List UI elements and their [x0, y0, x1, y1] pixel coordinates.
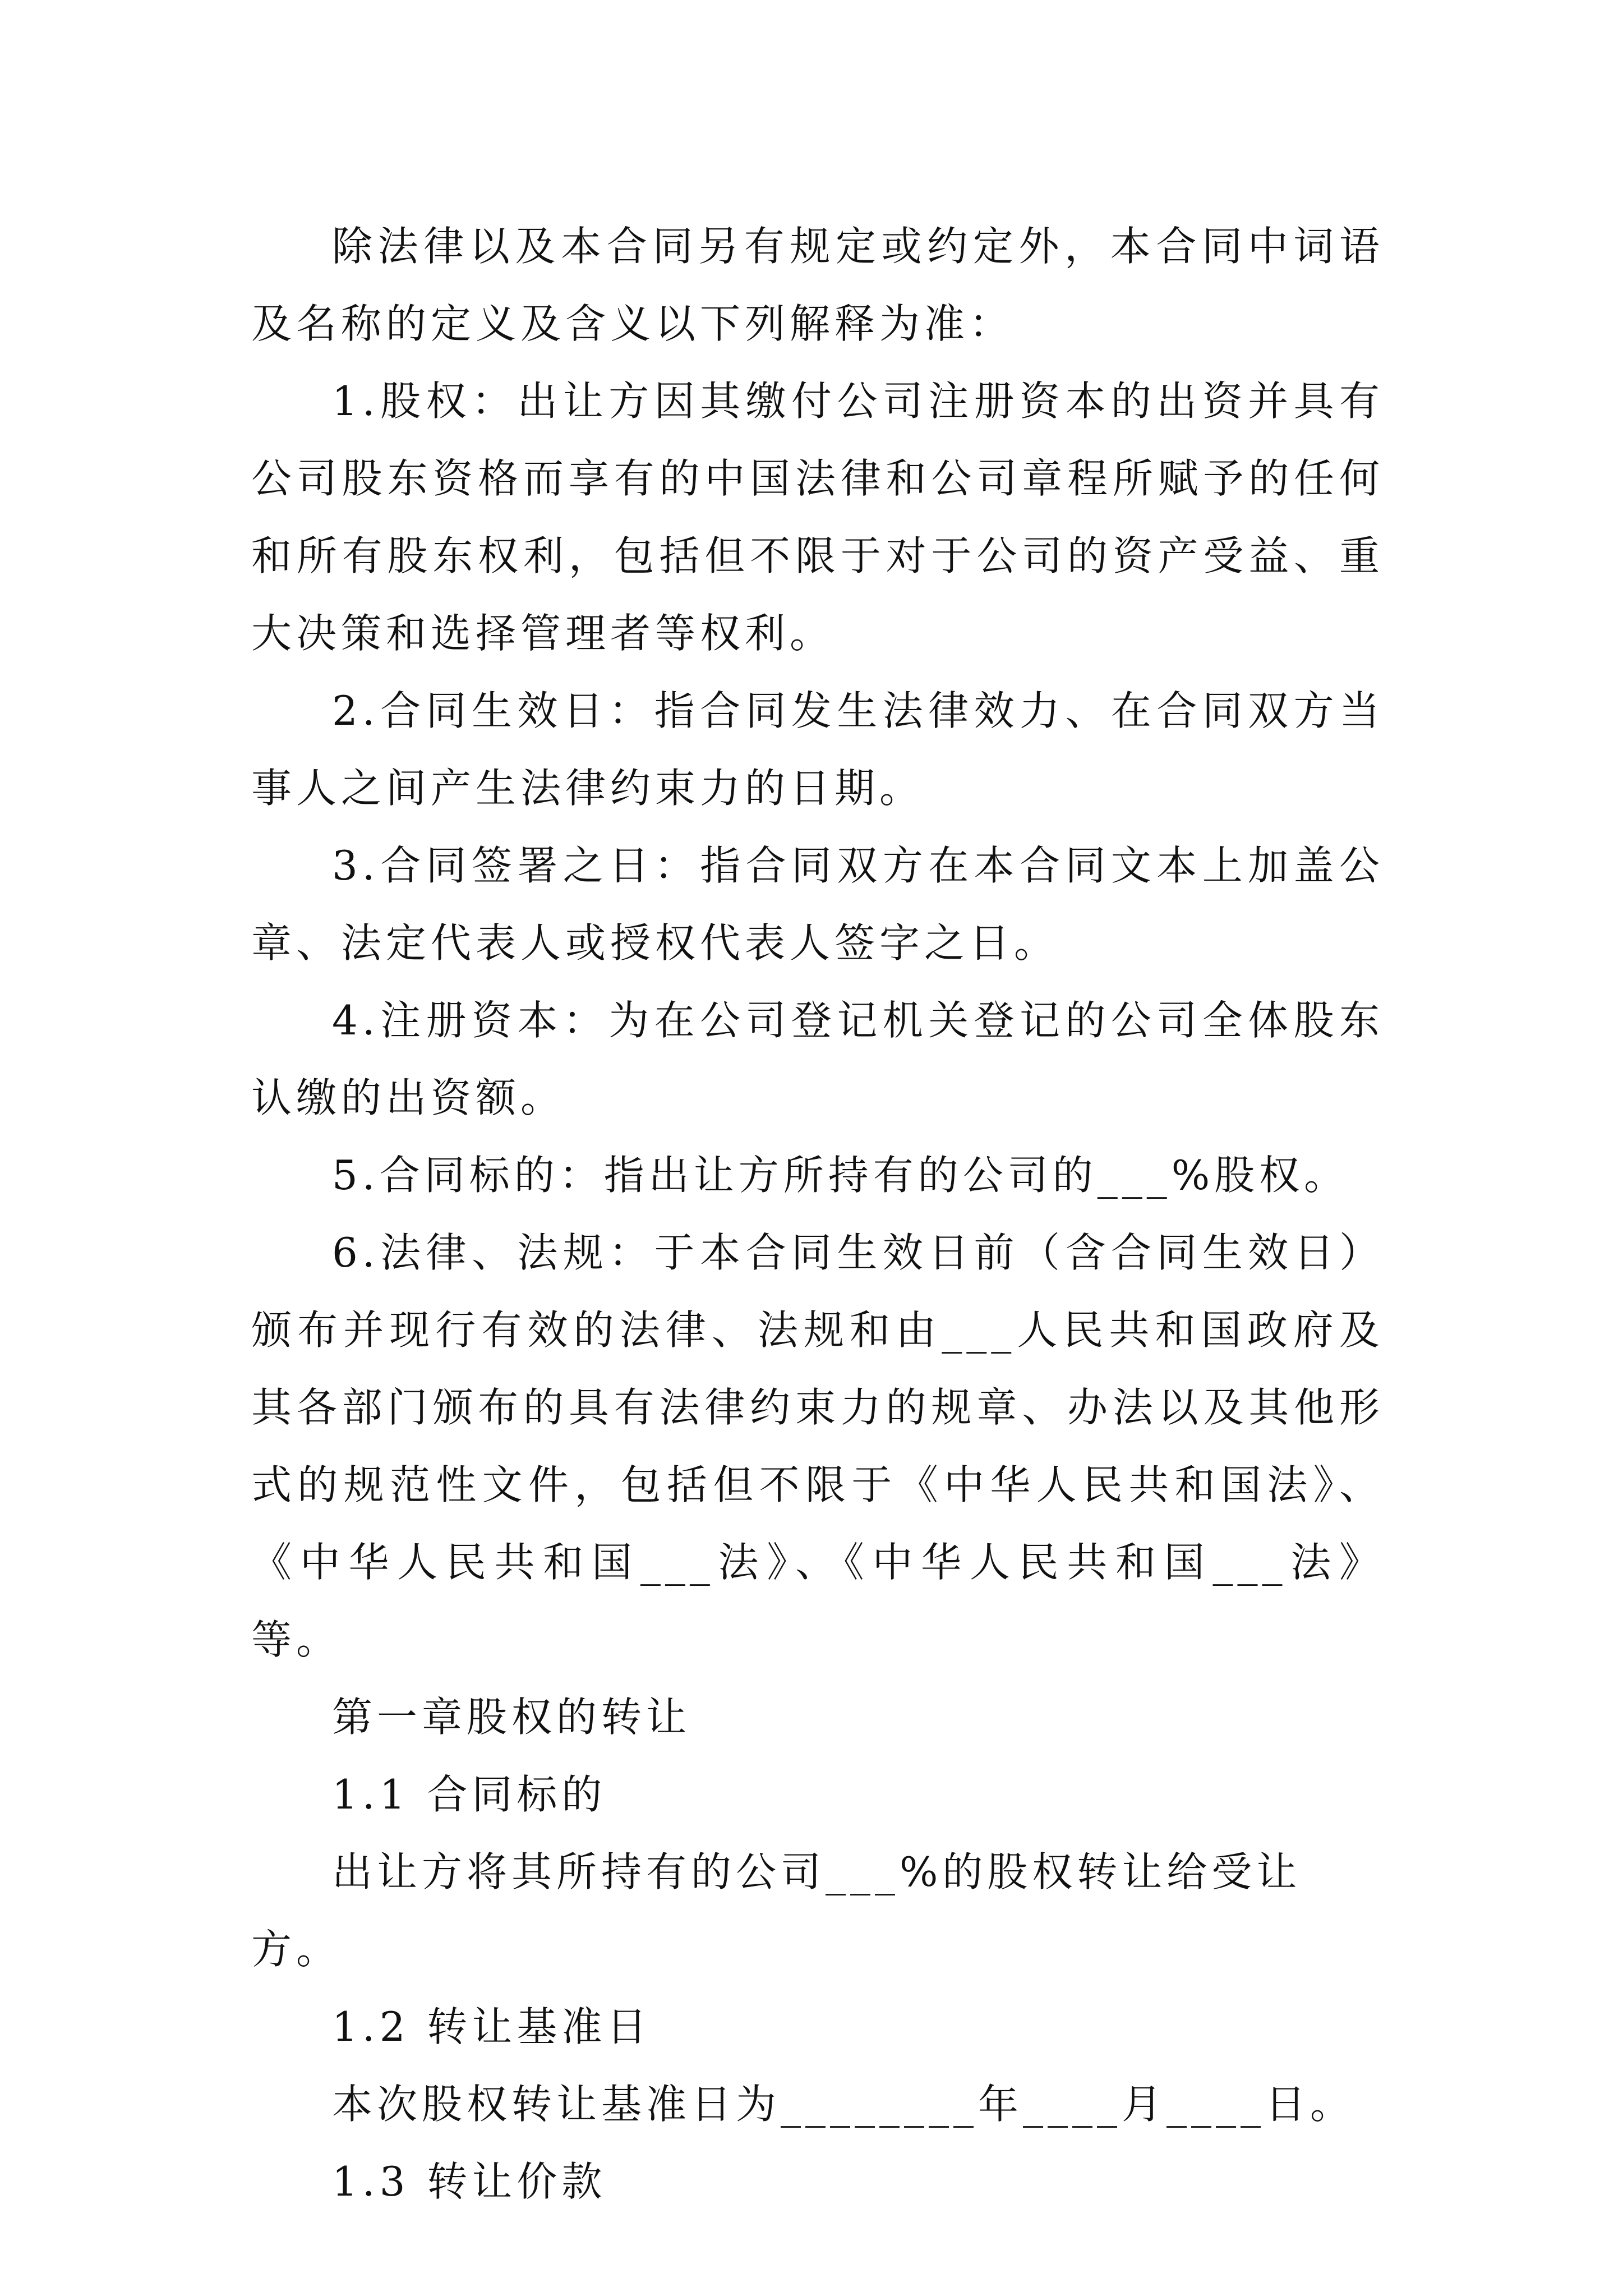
definition-laws-regulations: 6.法律、法规：于本合同生效日前（含合同生效日）颁布并现行有效的法律、法规和由___人民共和国政府及其各部门颁布的具有法律约束力的规章、办法以及其他形式的规范性文件，包括但不限于《中华人民共和国法》、《中华人民共和国___法》、《中华人民共和国___法》等。: [251, 1229, 1384, 1663]
section-heading-1-2: 1.2 转让基准日: [332, 2003, 652, 2050]
definition-registered-capital: 4.注册资本：为在公司登记机关登记的公司全体股东认缴的出资额。: [251, 997, 1384, 1121]
definition-effective-date: 2.合同生效日：指合同发生法律效力、在合同双方当事人之间产生法律约束力的日期。: [251, 687, 1384, 812]
section-heading-1-3: 1.3 转让价款: [332, 2158, 607, 2205]
intro-paragraph: 除法律以及本合同另有规定或约定外，本合同中词语及名称的定义及含义以下列解释为准：: [251, 223, 1384, 347]
document-body: [251, 208, 1384, 2220]
section-body-1-2: 本次股权转让基准日为________年____月____日。: [332, 2081, 1355, 2128]
definition-contract-subject: 5.合同标的：指出让方所持有的公司的___%股权。: [332, 1152, 1349, 1199]
section-heading-1-1: 1.1 合同标的: [332, 1771, 607, 1818]
section-body-1-1: 出让方将其所持有的公司___%的股权转让给受让方。: [251, 1848, 1302, 1973]
definition-equity: 1.股权：出让方因其缴付公司注册资本的出资并具有公司股东资格而享有的中国法律和公司章程所赋予的任何和所有股东权利，包括但不限于对于公司的资产受益、重大决策和选择管理者等权利。: [251, 378, 1384, 657]
definition-signing-date: 3.合同签署之日：指合同双方在本合同文本上加盖公章、法定代表人或授权代表人签字之日。: [251, 842, 1384, 967]
chapter-title: 第一章股权的转让: [332, 1694, 691, 1741]
